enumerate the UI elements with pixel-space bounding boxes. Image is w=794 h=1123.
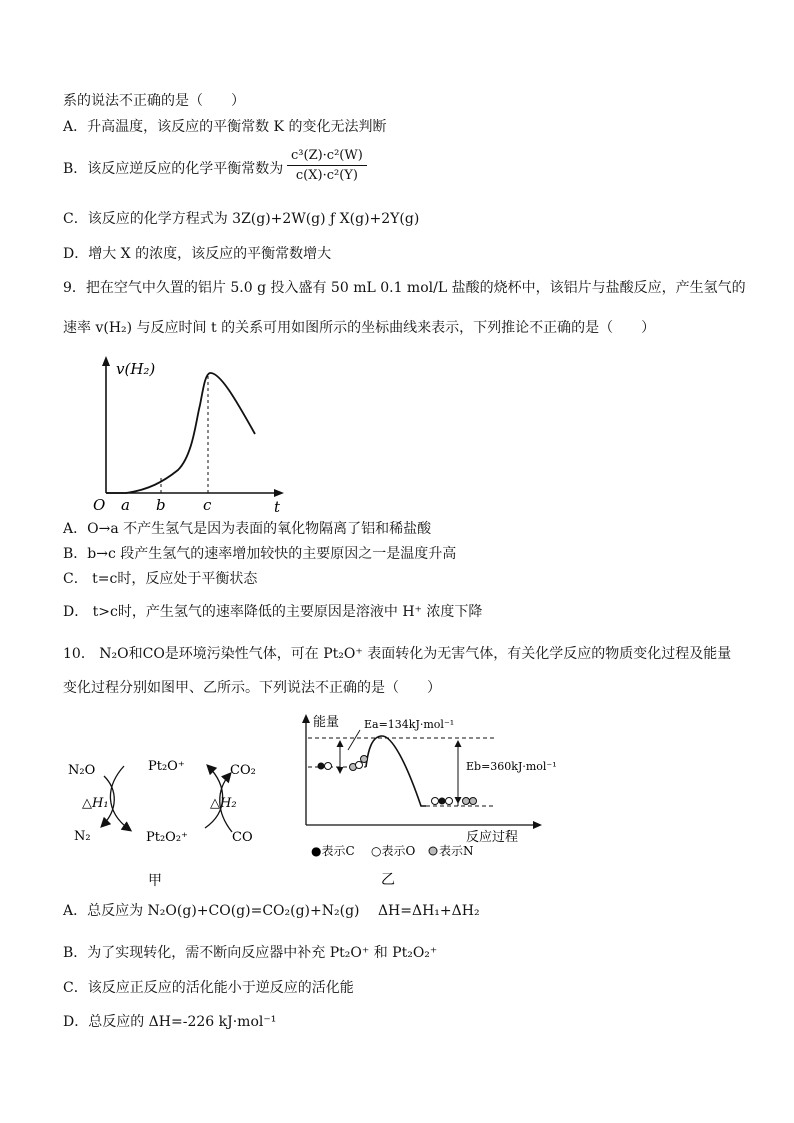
- fraction-numerator: c³(Z)·c²(W): [287, 148, 367, 166]
- caption-yi: 乙: [381, 872, 395, 888]
- figure-jia-cycle: [60, 752, 275, 892]
- c-atom-icon: [439, 798, 446, 805]
- ea-label: Ea=134kJ·mol⁻¹: [364, 718, 455, 731]
- o-atom-icon: [446, 798, 453, 805]
- q10-option-a: A．总反应为 N₂O(g)+CO(g)=CO₂(g)+N₂(g) ΔH=ΔH₁+ΔH₂: [63, 903, 480, 919]
- tick-b: b: [156, 496, 166, 514]
- q8-option-a: A．升高温度，该反应的平衡常数 K 的变化无法判断: [63, 119, 387, 135]
- o-atom-icon: [356, 762, 363, 769]
- energy-curve: [366, 736, 426, 806]
- eb-label: Eb=360kJ·mol⁻¹: [466, 760, 557, 773]
- tick-a: a: [121, 496, 130, 514]
- q10-option-b: B．为了实现转化，需不断向反应器中补充 Pt₂O⁺ 和 Pt₂O₂⁺: [63, 945, 438, 961]
- ea-pointer: [348, 730, 360, 750]
- q9-option-d: D． t>c时，产生氢气的速率降低的主要原因是溶液中 H⁺ 浓度下降: [63, 604, 483, 620]
- rate-curve: [106, 373, 255, 493]
- y-axis-arrow-icon: [102, 356, 110, 366]
- q9-option-b: B．b→c 段产生氢气的速率增加较快的主要原因之一是温度升高: [63, 546, 457, 562]
- label-pt2o2: Pt₂O₂⁺: [146, 830, 188, 845]
- q10-stem-line-1: 10． N₂O和CO是环境污染性气体，可在 Pt₂O⁺ 表面转化为无害气体，有关化学反应的物质变化过程及能量: [63, 646, 732, 662]
- o-atom-icon: [325, 763, 332, 770]
- n-atom-icon: [463, 798, 470, 805]
- q8-option-b: B．该反应逆反应的化学平衡常数为: [63, 161, 284, 177]
- legend-n: 表示N: [439, 844, 474, 858]
- label-pt2o: Pt₂O⁺: [148, 759, 185, 774]
- q8-option-b-fraction: [287, 148, 367, 183]
- n-atom-icon: [361, 756, 368, 763]
- figure-yi-energy: [296, 710, 576, 890]
- x-axis-label: t: [274, 498, 281, 515]
- q10-stem-line-2: 变化过程分别如图甲、乙所示。下列说法不正确的是（ ）: [63, 680, 441, 696]
- label-co2: CO₂: [230, 763, 256, 778]
- q8-option-c: C．该反应的化学方程式为 3Z(g)+2W(g) ƒ X(g)+2Y(g): [63, 211, 420, 227]
- tick-c: c: [203, 496, 212, 514]
- q9-stem-line-2: 速率 v(H₂) 与反应时间 t 的关系可用如图所示的坐标曲线来表示，下列推论不正确的是（ ）: [63, 320, 656, 336]
- fraction-denominator: c(X)·c²(Y): [295, 168, 358, 183]
- label-co: CO: [232, 830, 253, 845]
- energy-axis-arrow-icon: [302, 714, 310, 723]
- o-atom-icon: [432, 798, 439, 805]
- q8-stem-tail: 系的说法不正确的是（ ）: [63, 93, 245, 109]
- legend-n-swatch-icon: [429, 847, 437, 855]
- process-axis-label: 反应过程: [466, 830, 519, 845]
- legend-o: ○表示O: [371, 844, 416, 858]
- label-n2: N₂: [74, 829, 91, 844]
- q10-option-d: D．总反应的 ΔH=-226 kJ·mol⁻¹: [63, 1014, 277, 1030]
- q9-rate-time-graph: [88, 350, 293, 515]
- arc-pt2o-to-pt2o2: [110, 766, 130, 830]
- legend-c: ●表示C: [311, 844, 355, 858]
- origin-label: O: [93, 496, 106, 514]
- process-axis-arrow-icon: [533, 821, 542, 829]
- q9-option-a: A．O→a 不产生氢气是因为表面的氧化物隔离了铝和稀盐酸: [63, 521, 432, 537]
- n-atom-icon: [470, 798, 477, 805]
- label-dh1: △H₁: [82, 796, 109, 811]
- label-dh2: △H₂: [210, 796, 237, 811]
- q9-option-c: C． t=c时，反应处于平衡状态: [63, 571, 258, 587]
- label-n2o: N₂O: [68, 763, 96, 778]
- q8-option-d: D．增大 X 的浓度，该反应的平衡常数增大: [63, 246, 332, 262]
- x-axis-arrow-icon: [274, 489, 284, 497]
- q9-stem-line-1: 9．把在空气中久置的铝片 5.0 g 投入盛有 50 mL 0.1 mol/L 盐酸的烧杯中，该铝片与盐酸反应，产生氢气的: [63, 280, 746, 296]
- y-axis-label: v(H₂): [116, 360, 156, 378]
- energy-axis-label: 能量: [313, 715, 340, 730]
- caption-jia: 甲: [148, 873, 162, 889]
- q10-option-c: C．该反应正反应的活化能小于逆反应的活化能: [63, 980, 354, 996]
- c-atom-icon: [318, 763, 325, 770]
